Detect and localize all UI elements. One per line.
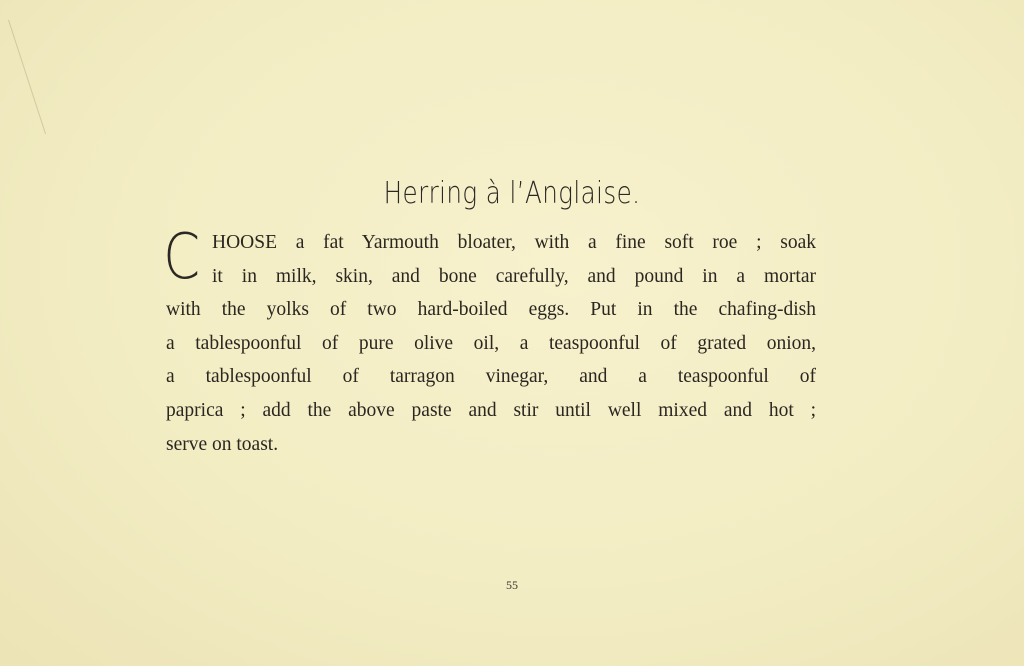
- drop-cap-letter: C: [163, 220, 201, 293]
- recipe-title: [92, 176, 932, 211]
- paragraph-line-6: paprica ; add the above paste and stir until well mixed and hot ;: [166, 399, 816, 421]
- paragraph-line-2: it in milk, skin, and bone carefully, and pound in a mortar: [212, 265, 816, 287]
- title-word-anglaise: l’Anglaise.: [509, 176, 641, 211]
- title-word-a: à: [485, 176, 502, 211]
- paragraph-line-3: with the yolks of two hard-boiled eggs. Put in the chafing-dish: [166, 299, 816, 321]
- paragraph-line-1: HOOSE a fat Yarmouth bloater, with a fine soft roe ; soak: [212, 232, 816, 253]
- page-number: 55: [506, 578, 518, 592]
- page-crease: [8, 7, 84, 134]
- title-word-herring: Herring: [383, 176, 478, 211]
- paragraph-line-7: serve on toast.: [166, 433, 279, 455]
- recipe-paragraph: [166, 226, 816, 461]
- paragraph-line-5: a tablespoonful of tarragon vinegar, and a teaspoonful of: [166, 366, 816, 388]
- paragraph-line-4: a tablespoonful of pure olive oil, a teaspoonful of grated onion,: [166, 332, 816, 354]
